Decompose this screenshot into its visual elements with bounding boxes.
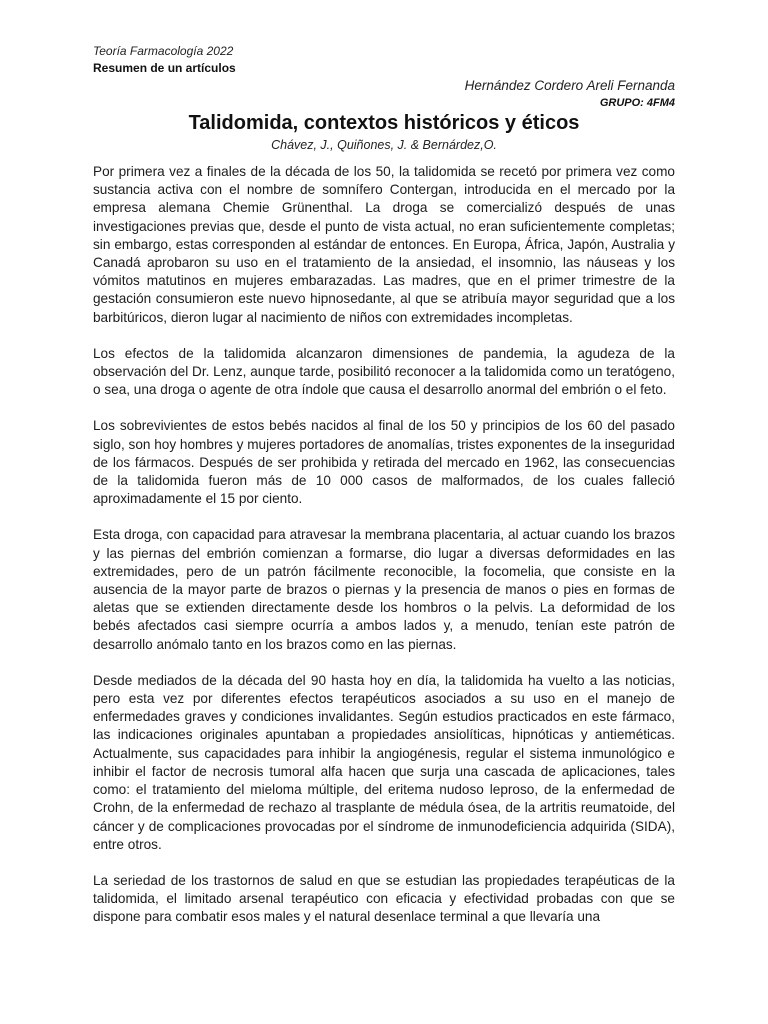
body-paragraph: Desde mediados de la década del 90 hasta hoy en día, la talidomida ha vuelto a las noticias, pero esta vez por diferentes efectos terapéuticos asociados a su uso en el manejo de enfermedades graves y condiciones invalidantes. Según estudios practicados en este fármaco, las indicaciones originales apuntaban a propiedades ansiolíticas, hipnóticas y antieméticas. Actualmente, sus capacidades para inhibir la angiogénesis, regular el sistema inmunológico e inhibir el factor de necrosis tumoral alfa hacen que surja una cascada de aplicaciones, tales como: el tratamiento del mieloma múltiple, del eritema nudoso leproso, de la enfermedad de Crohn, de la enfermedad de rechazo al trasplante de médula ósea, de la artritis reumatoide, del cáncer y de complicaciones provocadas por el síndrome de inmunodeficiencia adquirida (SIDA), entre otros. bbox=[93, 672, 675, 852]
group-label: GRUPO: 4FM4 bbox=[599, 97, 675, 109]
document-type-label: Resumen de un artículos bbox=[93, 61, 236, 75]
student-author: Hernández Cordero Areli Fernanda bbox=[464, 78, 675, 93]
body-paragraph: Por primera vez a finales de la década de los 50, la talidomida se recetó por primera vez como sustancia activa con el nombre de somnífero Contergan, introducida en el mercado por la empresa alemana Chemie Grünenthal. La droga se comercializó después de unas investigaciones previas que, desde el punto de vista actual, no eran suficientemente completas; sin embargo, estas corresponden al estándar de entonces. En Europa, África, Japón, Australia y Canadá aprobaron su uso en el tratamiento de la ansiedad, el insomnio, las náuseas y los vómitos matutinos en mujeres embarazadas. Las madres, que en el primer trimestre de la gestación consumieron este nuevo hipnosedante, al que se atribuía mayor seguridad que a los barbitúricos, dieron lugar al nacimiento de niños con extremidades incompletas. bbox=[93, 164, 675, 325]
article-authors: Chávez, J., Quiñones, J. & Bernárdez,O. bbox=[271, 138, 497, 152]
article-body bbox=[93, 163, 675, 945]
body-paragraph: La seriedad de los trastornos de salud en que se estudian las propiedades terapéuticas de la talidomida, el limitado arsenal terapéutico con eficacia y efectividad probadas con que se dispone para combatir esos males y el natural desenlace terminal a que llevaría una bbox=[93, 872, 675, 925]
course-label: Teoría Farmacología 2022 bbox=[93, 44, 234, 58]
body-paragraph: Los sobrevivientes de estos bebés nacidos al final de los 50 y principios de los 60 del pasado siglo, son hoy hombres y mujeres portadores de anomalías, tristes exponentes de la inseguridad de los fármacos. Después de ser prohibida y retirada del mercado en 1962, las consecuencias de la talidomida fueron más de 10 000 casos de malformados, de los cuales falleció aproximadamente el 15 por ciento. bbox=[93, 418, 675, 507]
body-paragraph: Los efectos de la talidomida alcanzaron dimensiones de pandemia, la agudeza de la observación del Dr. Lenz, aunque tarde, posibilitó reconocer a la talidomida como un teratógeno, o sea, una droga o agente de otra índole que causa el desarrollo anormal del embrión o el feto. bbox=[93, 345, 675, 398]
body-paragraph: Esta droga, con capacidad para atravesar la membrana placentaria, al actuar cuando los brazos y las piernas del embrión comienzan a formarse, dio lugar a diversas deformidades en las extremidades, pero de un patrón fácilmente reconocible, la focomelia, que consiste en la ausencia de la mayor parte de brazos o piernas y la presencia de manos o pies en formas de aletas que se extienden directamente desde los hombros o la pelvis. La deformidad de los bebés afectados casi siempre ocurría a ambos lados y, a menudo, tenían este patrón de desarrollo anómalo tanto en los brazos como en las piernas. bbox=[93, 527, 675, 652]
article-title: Talidomida, contextos históricos y éticos bbox=[188, 112, 580, 134]
